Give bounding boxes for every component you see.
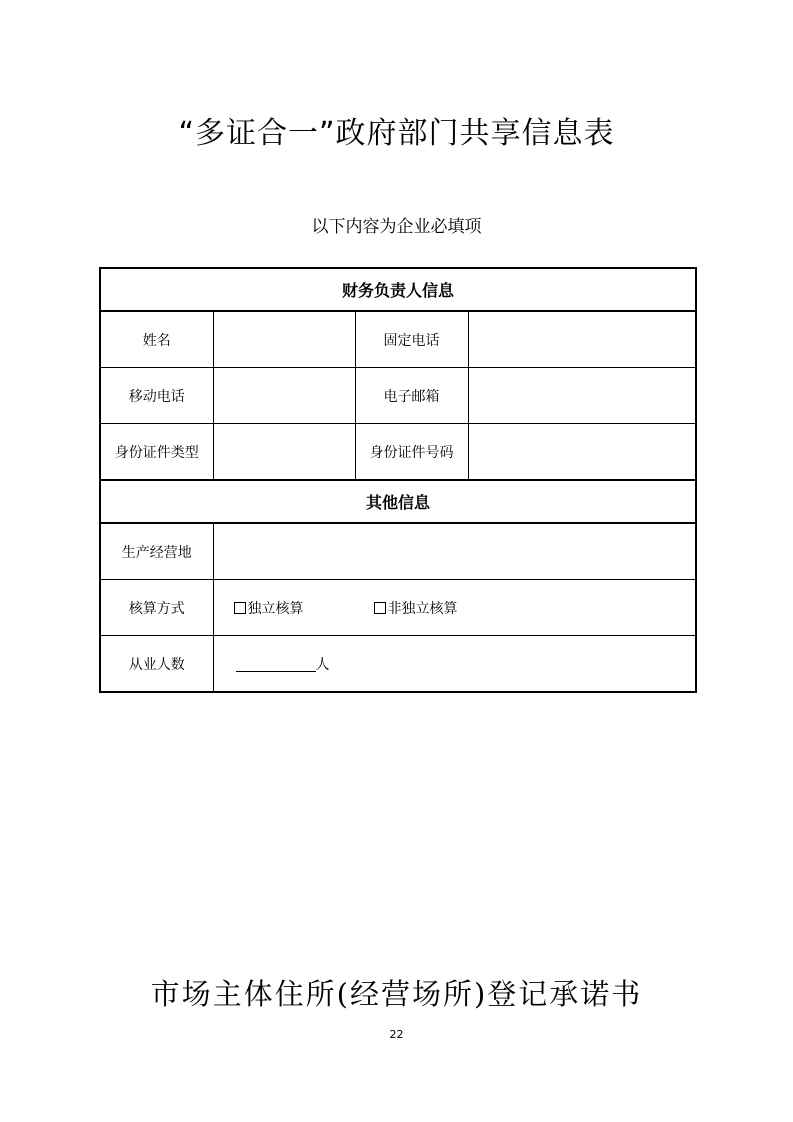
table-row (100, 523, 696, 580)
accounting-label: 核算方式 (100, 580, 213, 636)
table-row (100, 368, 696, 424)
page-title: “多证合一”政府部门共享信息表 (178, 116, 615, 151)
non-independent-accounting-label: 非独立核算 (387, 600, 458, 617)
employees-cell (213, 636, 696, 693)
page-number: 22 (389, 1028, 404, 1041)
id-number-label: 身份证件号码 (355, 424, 468, 481)
independent-accounting-label: 独立核算 (247, 600, 304, 617)
table-row (100, 311, 696, 368)
shared-info-form (99, 267, 697, 693)
commitment-heading: 市场主体住所(经营场所)登记承诺书 (150, 977, 643, 1011)
finance-section-header (100, 268, 696, 311)
email-label: 电子邮箱 (355, 368, 468, 424)
employees-unit: 人 (315, 656, 330, 673)
landline-label: 固定电话 (355, 311, 468, 368)
landline-field[interactable] (468, 311, 696, 368)
other-section-header (100, 480, 696, 523)
address-field[interactable] (213, 523, 696, 580)
id-type-label: 身份证件类型 (100, 424, 213, 481)
mobile-label: 移动电话 (100, 368, 213, 424)
accounting-options (213, 580, 696, 636)
independent-accounting-option[interactable] (234, 598, 374, 618)
mobile-field[interactable] (213, 368, 355, 424)
name-field[interactable] (213, 311, 355, 368)
id-number-field[interactable] (468, 424, 696, 481)
employees-blank-field[interactable] (236, 657, 316, 672)
employees-label: 从业人数 (100, 636, 213, 693)
finance-section-heading: 财务负责人信息 (100, 268, 696, 311)
other-section-heading: 其他信息 (100, 480, 696, 523)
table-row (100, 424, 696, 481)
non-independent-accounting-option[interactable] (374, 598, 458, 618)
name-label: 姓名 (100, 311, 213, 368)
required-note: 以下内容为企业必填项 (311, 217, 482, 237)
address-label: 生产经营地 (100, 523, 213, 580)
checkbox-icon[interactable] (234, 602, 246, 614)
table-row (100, 580, 696, 636)
checkbox-icon[interactable] (374, 602, 386, 614)
table-row (100, 636, 696, 693)
email-field[interactable] (468, 368, 696, 424)
id-type-field[interactable] (213, 424, 355, 481)
